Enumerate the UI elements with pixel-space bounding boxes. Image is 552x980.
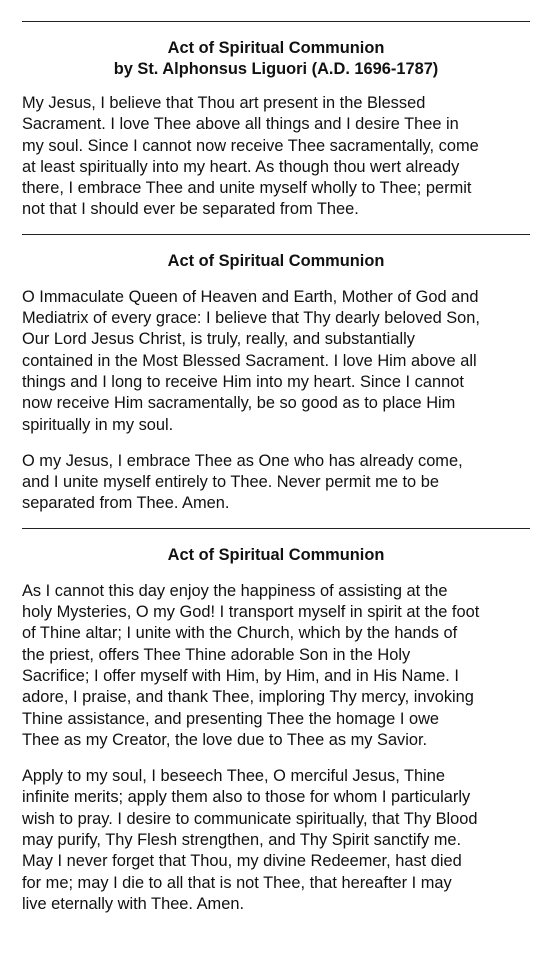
text-line: of Thine altar; I unite with the Church, which by the hands of <box>22 624 458 643</box>
text-line: my soul. Since I cannot now receive Thee sacramentally, come <box>22 136 479 155</box>
text-line: Apply to my soul, I beseech Thee, O merciful Jesus, Thine <box>22 767 446 786</box>
section-2-paragraph-2 <box>22 451 530 515</box>
section-2 <box>22 235 530 515</box>
text-line: As I cannot this day enjoy the happiness of assisting at the <box>22 581 448 600</box>
text-line: Mediatrix of every grace: I believe that Thy dearly beloved Son, <box>22 309 480 328</box>
text-line: Thee as my Creator, the love due to Thee as my Savior. <box>22 730 428 749</box>
text-line: Sacrifice; I offer myself with Him, by Him, and in His Name. I <box>22 666 459 685</box>
text-line: things and I long to receive Him into my heart. Since I cannot <box>22 372 464 391</box>
text-line: spiritually in my soul. <box>22 415 174 434</box>
text-line: may purify, Thy Flesh strengthen, and Thy Spirit sanctify me. <box>22 831 462 850</box>
text-line: infinite merits; apply them also to those for whom I particularly <box>22 788 471 807</box>
section-1-title <box>22 38 530 80</box>
section-3-paragraph-2 <box>22 766 530 915</box>
text-line: contained in the Most Blessed Sacrament. I love Him above all <box>22 351 477 370</box>
text-line: there, I embrace Thee and unite myself wholly to Thee; permit <box>22 179 472 198</box>
text-line: separated from Thee. Amen. <box>22 494 230 513</box>
section-3-paragraph-1 <box>22 581 530 751</box>
text-line: live eternally with Thee. Amen. <box>22 894 244 913</box>
text-line: at least spiritually into my heart. As though thou wert already <box>22 157 460 176</box>
section-1 <box>22 22 530 221</box>
section-3 <box>22 529 530 915</box>
section-3-title-line: Act of Spiritual Communion <box>167 545 385 564</box>
text-line: Thine assistance, and presenting Thee the homage I owe <box>22 709 440 728</box>
text-line: holy Mysteries, O my God! I transport myself in spirit at the foot <box>22 603 480 622</box>
section-1-paragraph-1 <box>22 93 530 221</box>
text-line: for me; may I die to all that is not Thee, that hereafter I may <box>22 873 452 892</box>
text-line: May I never forget that Thou, my divine Redeemer, hast died <box>22 852 462 871</box>
text-line: and I unite myself entirely to Thee. Never permit me to be <box>22 473 439 492</box>
text-line: My Jesus, I believe that Thou art present in the Blessed <box>22 94 426 112</box>
section-1-subtitle-line: by St. Alphonsus Liguori (A.D. 1696-1787) <box>113 60 439 78</box>
section-2-title <box>22 251 530 272</box>
section-3-title <box>22 545 530 566</box>
text-line: O my Jesus, I embrace Thee as One who has already come, <box>22 451 463 470</box>
text-line: now receive Him sacramentally, be so good as to place Him <box>22 394 456 413</box>
text-line: the priest, offers Thee Thine adorable Son in the Holy <box>22 645 411 664</box>
section-1-title-line: Act of Spiritual Communion <box>167 39 385 57</box>
prayer-card <box>0 21 552 980</box>
text-line: Our Lord Jesus Christ, is truly, really, and substantially <box>22 330 415 349</box>
text-line: adore, I praise, and thank Thee, imploring Thy mercy, invoking <box>22 688 474 707</box>
section-2-paragraph-1 <box>22 287 530 436</box>
text-line: O Immaculate Queen of Heaven and Earth, Mother of God and <box>22 287 479 306</box>
text-line: Sacrament. I love Thee above all things and I desire Thee in <box>22 115 459 134</box>
text-line: wish to pray. I desire to communicate spiritually, that Thy Blood <box>22 809 478 828</box>
text-line: not that I should ever be separated from Thee. <box>22 200 359 219</box>
section-2-title-line: Act of Spiritual Communion <box>167 251 385 270</box>
